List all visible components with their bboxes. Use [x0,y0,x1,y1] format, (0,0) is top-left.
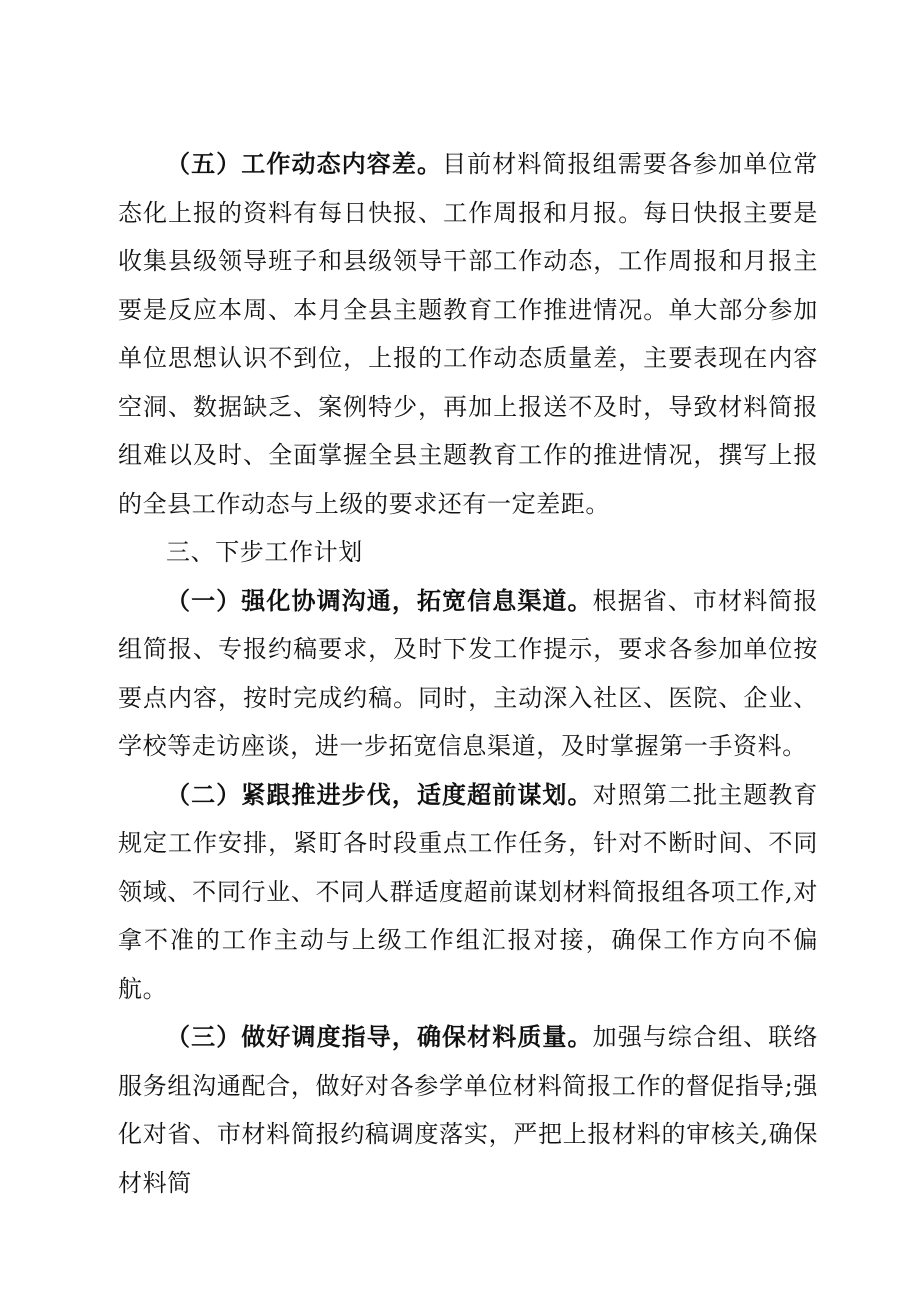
paragraph-body-plan-3: 加强与综合组、联络服务组沟通配合，做好对各参学单位材料简报工作的督促指导;强化对省、市材料简报约稿调度落实，严把上报材料的审核关,确保材料简 [118,1023,818,1197]
paragraph-plan-3 [118,1013,818,1207]
paragraph-lead-plan-1: （一）强化协调沟通，拓宽信息渠道。 [166,586,593,615]
paragraph-plan-2 [118,771,818,1014]
paragraph-work-dynamics [118,140,818,528]
paragraph-body-plan-1: 根据省、市材料简报组简报、专报约稿要求，及时下发工作提示，要求各参加单位按要点内容，按时完成约稿。同时，主动深入社区、医院、企业、学校等走访座谈，进一步拓宽信息渠道，及时掌握第一手资料。 [118,586,818,760]
paragraph-body-plan-2: 对照第二批主题教育规定工作安排，紧盯各时段重点工作任务，针对不断时间、不同领域、不同行业、不同人群适度超前谋划材料简报组各项工作,对拿不准的工作主动与上级工作组汇报对接，确保工作方向不偏航。 [118,780,818,1003]
paragraph-lead-5: （五）工作动态内容差。 [166,150,443,178]
paragraph-lead-plan-2: （二）紧跟推进步伐，适度超前谋划。 [166,780,593,809]
document-body [118,140,818,1207]
paragraph-lead-plan-3: （三）做好调度指导，确保材料质量。 [166,1023,593,1051]
paragraph-plan-1 [118,577,818,771]
section-heading-next-steps: 三、下步工作计划 [166,538,363,566]
paragraph-body-5: 目前材料简报组需要各参加单位常态化上报的资料有每日快报、工作周报和月报。每日快报主要是收集县级领导班子和县级领导干部工作动态，工作周报和月报主要是反应本周、本月全县主题教育工作推进情况。单大部分参加单位思想认识不到位，上报的工作动态质量差，主要表现在内容空洞、数据缺乏、案例特少，再加上报送不及时，导致材料简报组难以及时、全面掌握全县主题教育工作的推进情况，撰写上报的全县工作动态与上级的要求还有一定差距。 [118,150,818,518]
